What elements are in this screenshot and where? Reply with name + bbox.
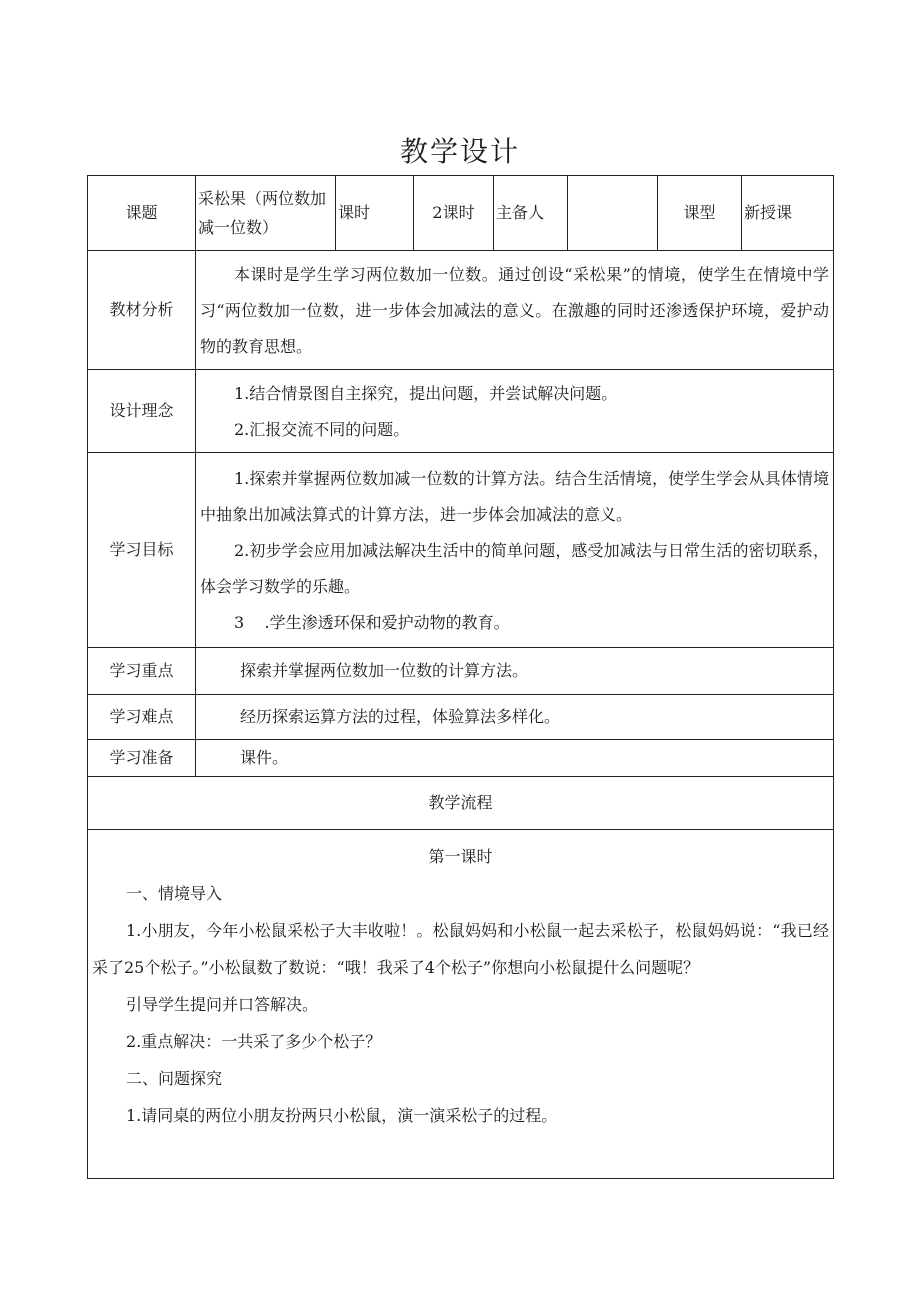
flow-line-5: 二、问题探究: [126, 1069, 223, 1088]
topic-label: 课题: [88, 176, 196, 251]
period-label: 课时: [336, 176, 414, 251]
topic-value: 采松果（两位数加减一位数）: [196, 176, 336, 251]
key-label: 学习重点: [88, 648, 196, 695]
flow-body-row: [88, 830, 834, 1179]
goal-item-2: 2.初步学会应用加减法解决生活中的简单问题，感受加减法与日常生活的密切联系，体会学习数学的乐趣。: [200, 541, 829, 596]
lesson-title: 第一课时: [428, 847, 493, 866]
flow-line-2: 1.小朋友，今年小松鼠采松子大丰收啦！。松鼠妈妈和小松鼠一起去采松子，松鼠妈妈说：“我已经采了25个松子。”小松鼠数了数说：“哦！我采了4个松子”你想向小松鼠提什么问题呢？: [92, 921, 829, 977]
prep-row: [88, 740, 834, 777]
concept-item-2: 2.汇报交流不同的问题。: [234, 420, 410, 439]
flow-line-3: 引导学生提问并口答解决。: [126, 995, 319, 1014]
flow-line-6: 1.请同桌的两位小朋友扮两只小松鼠，演一演采松子的过程。: [126, 1106, 558, 1125]
goals-label: 学习目标: [88, 453, 196, 648]
material-row: [88, 251, 834, 370]
difficulty-text: 经历探索运算方法的过程，体验算法多样化。: [196, 695, 834, 740]
concept-item-1: 1.结合情景图自主探究，提出问题，并尝试解决问题。: [234, 384, 618, 403]
flow-line-4: 2.重点解决：一共采了多少个松子？: [126, 1032, 382, 1051]
type-label: 课型: [658, 176, 742, 251]
key-row: [88, 648, 834, 695]
material-label: 教材分析: [88, 251, 196, 370]
flow-line-1: 一、情境导入: [126, 884, 223, 903]
key-text: 探索并掌握两位数加一位数的计算方法。: [196, 648, 834, 695]
type-value: 新授课: [742, 176, 834, 251]
page-title: 教学设计: [399, 135, 520, 168]
flow-header-row: [88, 777, 834, 830]
difficulty-row: [88, 695, 834, 740]
meta-row: [88, 176, 834, 251]
flow-header: 教学流程: [88, 777, 834, 830]
preparer-value: [568, 176, 658, 251]
prep-label: 学习准备: [88, 740, 196, 777]
difficulty-label: 学习难点: [88, 695, 196, 740]
concept-label: 设计理念: [88, 370, 196, 453]
prep-text: 课件。: [196, 740, 834, 777]
lesson-plan-table: [87, 175, 834, 1179]
goal-item-1: 1.探索并掌握两位数加减一位数的计算方法。结合生活情境，使学生学会从具体情境中抽象出加减法算式的计算方法，进一步体会加减法的意义。: [200, 469, 829, 524]
period-value: 2课时: [414, 176, 494, 251]
goals-row: [88, 453, 834, 648]
material-text: 本课时是学生学习两位数加一位数。通过创设“采松果”的情境，使学生在情境中学习“两位数加一位数，进一步体会加减法的意义。在激趣的同时还渗透保护环境，爱护动物的教育思想。: [200, 265, 829, 356]
goal-item-3: 3 .学生渗透环保和爱护动物的教育。: [234, 613, 510, 632]
concept-row: [88, 370, 834, 453]
preparer-label: 主备人: [494, 176, 568, 251]
